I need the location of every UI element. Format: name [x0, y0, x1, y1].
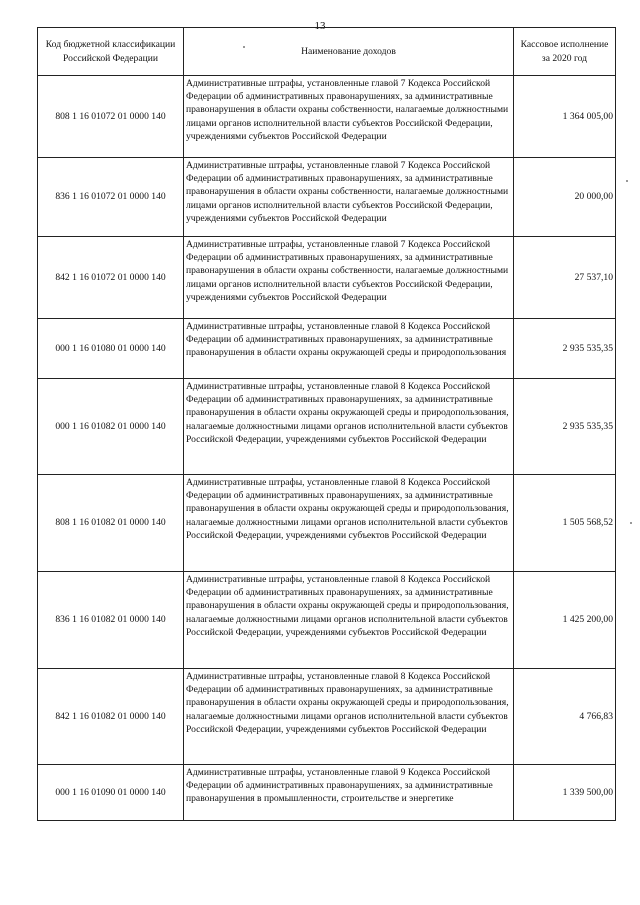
header-amount: Кассовое исполнение за 2020 год — [514, 28, 616, 76]
table-header — [38, 28, 616, 76]
row-name: Административные штрафы, установленные главой 8 Кодекса Российской Федерации об административных правонарушениях, за административные правонарушения в области охраны окружающей среды и природопользования, налагаемые должностными лицами органов исполнительной власти субъектов Российской Федерации, учреждениями субъектов Российской Федерации — [184, 475, 514, 572]
row-amount: 20 000,00 — [514, 158, 616, 237]
table-row — [38, 379, 616, 475]
row-amount: 1 339 500,00 — [514, 765, 616, 821]
table-row — [38, 76, 616, 158]
table-row — [38, 765, 616, 821]
row-name: Административные штрафы, установленные главой 8 Кодекса Российской Федерации об административных правонарушениях, за административные правонарушения в области охраны окружающей среды и природопользования, налагаемые должностными лицами органов исполнительной власти субъектов Российской Федерации, учреждениями субъектов Российской Федерации — [184, 669, 514, 765]
scan-speck — [243, 46, 245, 48]
table-row — [38, 158, 616, 237]
table-row — [38, 572, 616, 669]
row-code: 842 1 16 01072 01 0000 140 — [38, 237, 184, 319]
scan-speck — [630, 522, 632, 524]
row-code: 000 1 16 01082 01 0000 140 — [38, 379, 184, 475]
row-name: Административные штрафы, установленные главой 7 Кодекса Российской Федерации об административных правонарушениях, за административные правонарушения в области охраны собственности, налагаемые должностными лицами органов исполнительной власти субъектов Российской Федерации, учреждениями субъектов Российской Федерации — [184, 158, 514, 237]
table-row — [38, 669, 616, 765]
row-code: 808 1 16 01082 01 0000 140 — [38, 475, 184, 572]
row-name: Административные штрафы, установленные главой 8 Кодекса Российской Федерации об административных правонарушениях, за административные правонарушения в области охраны окружающей среды и природопользования, налагаемые должностными лицами органов исполнительной власти субъектов Российской Федерации, учреждениями субъектов Российской Федерации — [184, 379, 514, 475]
row-amount: 2 935 535,35 — [514, 379, 616, 475]
table-body — [38, 76, 616, 821]
header-row — [38, 28, 616, 76]
table-row — [38, 475, 616, 572]
row-amount: 1 425 200,00 — [514, 572, 616, 669]
row-code: 842 1 16 01082 01 0000 140 — [38, 669, 184, 765]
budget-revenue-table — [37, 27, 616, 821]
scan-speck — [626, 180, 628, 182]
row-name: Административные штрафы, установленные главой 8 Кодекса Российской Федерации об административных правонарушениях, за административные правонарушения в области охраны окружающей среды и природопользования, налагаемые должностными лицами органов исполнительной власти субъектов Российской Федерации, учреждениями субъектов Российской Федерации — [184, 572, 514, 669]
header-code: Код бюджетной классификации Российской Федерации — [38, 28, 184, 76]
row-amount: 1 505 568,52 — [514, 475, 616, 572]
row-amount: 2 935 535,35 — [514, 319, 616, 379]
row-name: Административные штрафы, установленные главой 7 Кодекса Российской Федерации об административных правонарушениях, за административные правонарушения в области охраны собственности, налагаемые должностными лицами органов исполнительной власти субъектов Российской Федерации, учреждениями субъектов Российской Федерации — [184, 76, 514, 158]
row-name: Административные штрафы, установленные главой 8 Кодекса Российской Федерации об административных правонарушениях, за административные правонарушения в области охраны окружающей среды и природопользования — [184, 319, 514, 379]
row-code: 000 1 16 01080 01 0000 140 — [38, 319, 184, 379]
row-amount: 27 537,10 — [514, 237, 616, 319]
row-name: Административные штрафы, установленные главой 7 Кодекса Российской Федерации об административных правонарушениях, за административные правонарушения в области охраны собственности, налагаемые должностными лицами органов исполнительной власти субъектов Российской Федерации, учреждениями субъектов Российской Федерации — [184, 237, 514, 319]
table-row — [38, 237, 616, 319]
row-amount: 1 364 005,00 — [514, 76, 616, 158]
header-name: Наименование доходов — [184, 28, 514, 76]
row-amount: 4 766,83 — [514, 669, 616, 765]
row-code: 000 1 16 01090 01 0000 140 — [38, 765, 184, 821]
row-name: Административные штрафы, установленные главой 9 Кодекса Российской Федерации об административных правонарушениях, за административные правонарушения в промышленности, строительстве и энергетике — [184, 765, 514, 821]
row-code: 836 1 16 01082 01 0000 140 — [38, 572, 184, 669]
page-number: 13 — [314, 20, 326, 32]
row-code: 836 1 16 01072 01 0000 140 — [38, 158, 184, 237]
table-row — [38, 319, 616, 379]
row-code: 808 1 16 01072 01 0000 140 — [38, 76, 184, 158]
